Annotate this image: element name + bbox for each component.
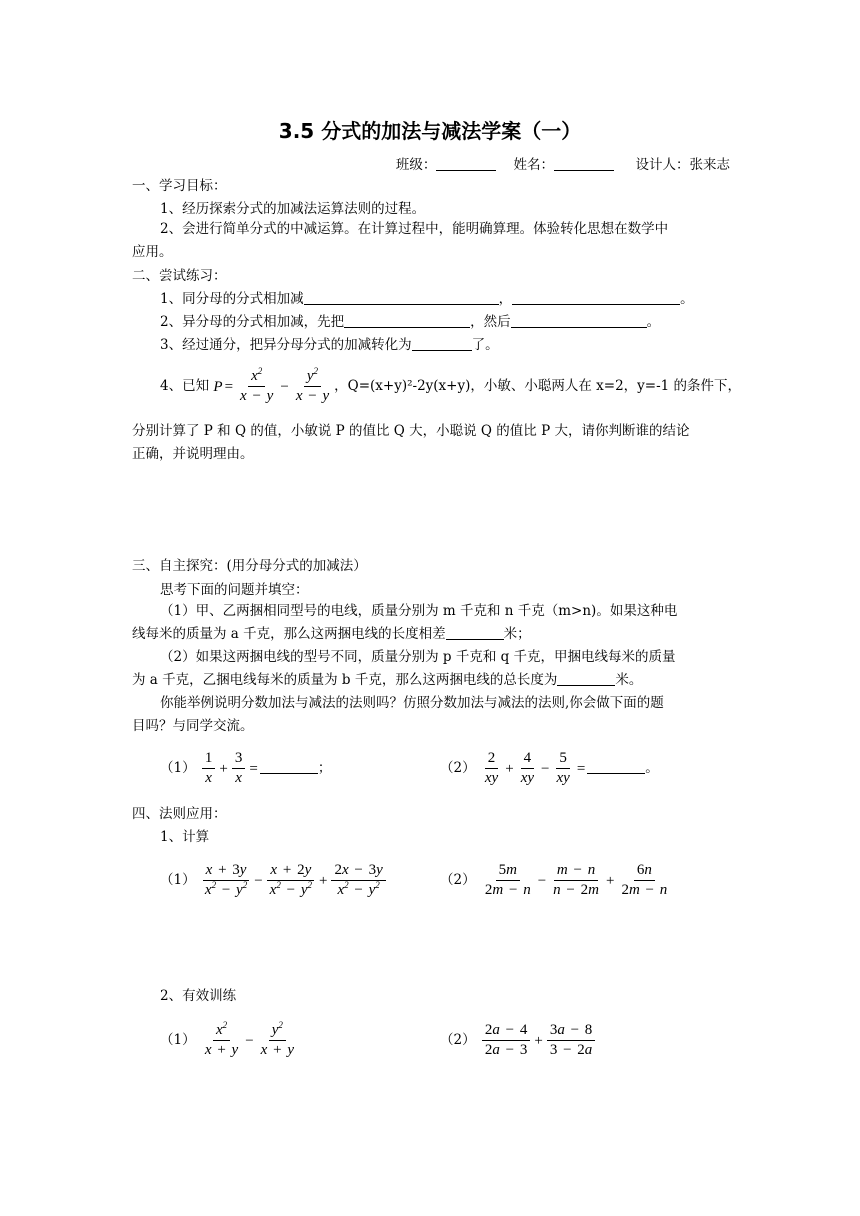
section2-heading: 二、尝试练习： [132,268,227,284]
practice-q2: 2、异分母的分式相加减，先把 ，然后 。 [160,314,661,330]
calc-1: （1） $\frac{x + 3y}{x^2 - y^2}$ − $\frac{x + 2y}{x^2 - y^2}$ + $\frac{2x - 3y}{x^2 - y^2}$ [160,858,388,903]
practice-q3: 3、经过通分，把异分母分式的加减转化为 了。 [160,337,499,353]
section3-heading: 三、自主探究：(用分母分式的加减法） [132,558,367,574]
practice-q4-cont: 分别计算了 P 和 Q 的值，小敏说 P 的值比 Q 大，小聪说 Q 的值比 P 大，请你判断谁的结论 正确，并说明理由。 [132,423,690,462]
designer-name: 张来志 [689,157,730,173]
example-1: （1） $\frac{1}{x}$ + $\frac{3}{x}$ = ； [160,746,331,791]
section4-heading: 四、法则应用： [132,806,227,822]
example-2: （2） $\frac{2}{xy}$ + $\frac{4}{xy}$ − $\frac{5}{xy}$ = 。 [440,746,659,791]
class-blank [436,156,496,171]
answer-blank [557,671,615,686]
answer-blank [511,313,647,328]
training-heading: 2、有效训练 [160,988,237,1004]
formula-c2: $\frac{5m}{2m - n}$ − $\frac{m - n}{n - 2m}$ + $\frac{6n}{2m - n}$ [484,862,668,898]
name-blank [554,156,614,171]
calc-heading: 1、计算 [160,829,210,845]
designer-label: 设计人： [635,157,690,173]
formula-e2: $\frac{2}{xy}$ + $\frac{4}{xy}$ − $\frac{5}{xy}$ = [484,750,586,786]
formula-t2: $\frac{2a - 4}{2a - 3}$ + $\frac{3a - 8}{3 - 2a}$ [480,1019,597,1063]
header-info [396,153,730,173]
answer-blank [260,759,318,774]
class-label: 班级： [395,157,437,173]
calc-2: （2） $\frac{5m}{2m - n}$ − $\frac{m - n}{n - 2m}$ + $\frac{6n}{2m - n}$ [440,858,672,903]
answer-blank [304,290,499,305]
page-title: 3.5 分式的加法与减法学案（一） [278,119,582,143]
goal-2: 2、会进行简单分式的中减运算。在计算过程中，能明确算理。体验转化思想在数学中 应用。 [132,221,669,260]
training-2: （2） $\frac{2a - 4}{2a - 3}$ + $\frac{3a - 8}{3 - 2a}$ [440,1018,597,1063]
answer-blank [446,625,504,640]
formula-c1: $\frac{x + 3y}{x^2 - y^2}$ − $\frac{x + 2y}{x^2 - y^2}$ + $\frac{2x - 3y}{x^2 - y^2}$ [200,859,388,903]
explore-p3: 你能举例说明分数加法与减法的法则吗？仿照分数加法与减法的法则,你会做下面的题 目吗？与同学交流。 [132,695,664,734]
answer-blank [587,759,645,774]
training-1: （1） $\frac{x^2}{x + y}$ − $\frac{y^2}{x + y}$ [160,1018,299,1063]
formula-p: P = $\frac{x^2}{x - y}$ − $\frac{y^2}{x - y}$ [213,366,330,404]
name-label: 姓名： [513,157,555,173]
formula-t1: $\frac{x^2}{x + y}$ − $\frac{y^2}{x + y}$ [204,1020,294,1058]
explore-intro: 思考下面的问题并填空： [160,582,309,598]
goal-1: 1、经历探索分式的加减法运算法则的过程。 [160,201,426,217]
answer-blank [512,290,680,305]
answer-blank [412,336,472,351]
practice-q1: 1、同分母的分式相加减 ， 。 [160,291,694,307]
section1-heading: 一、学习目标： [132,178,227,194]
explore-p1: （1）甲、乙两捆相同型号的电线，质量分别为 m 千克和 n 千克（m>n)。如果这种电 线每米的质量为 a 千克，那么这两捆电线的长度相差 米； [132,603,678,642]
formula-e1: $\frac{1}{x}$ + $\frac{3}{x}$ = [200,747,260,791]
explore-p2: （2）如果这两捆电线的型号不同，质量分别为 p 千克和 q 千克，甲捆电线每米的质量 为 a 千克，乙捆电线每米的质量为 b 千克，那么这两捆电线的总长度为 米。 [132,649,676,688]
practice-q4: 4、已知 P = $\frac{x^2}{x - y}$ − $\frac{y^2}{x - y}$ ，Q=(x+y)²-2y(x+y)，小敏、小聪两人在 x=2，y=-1 的条件下， [160,364,741,409]
answer-blank [344,313,470,328]
